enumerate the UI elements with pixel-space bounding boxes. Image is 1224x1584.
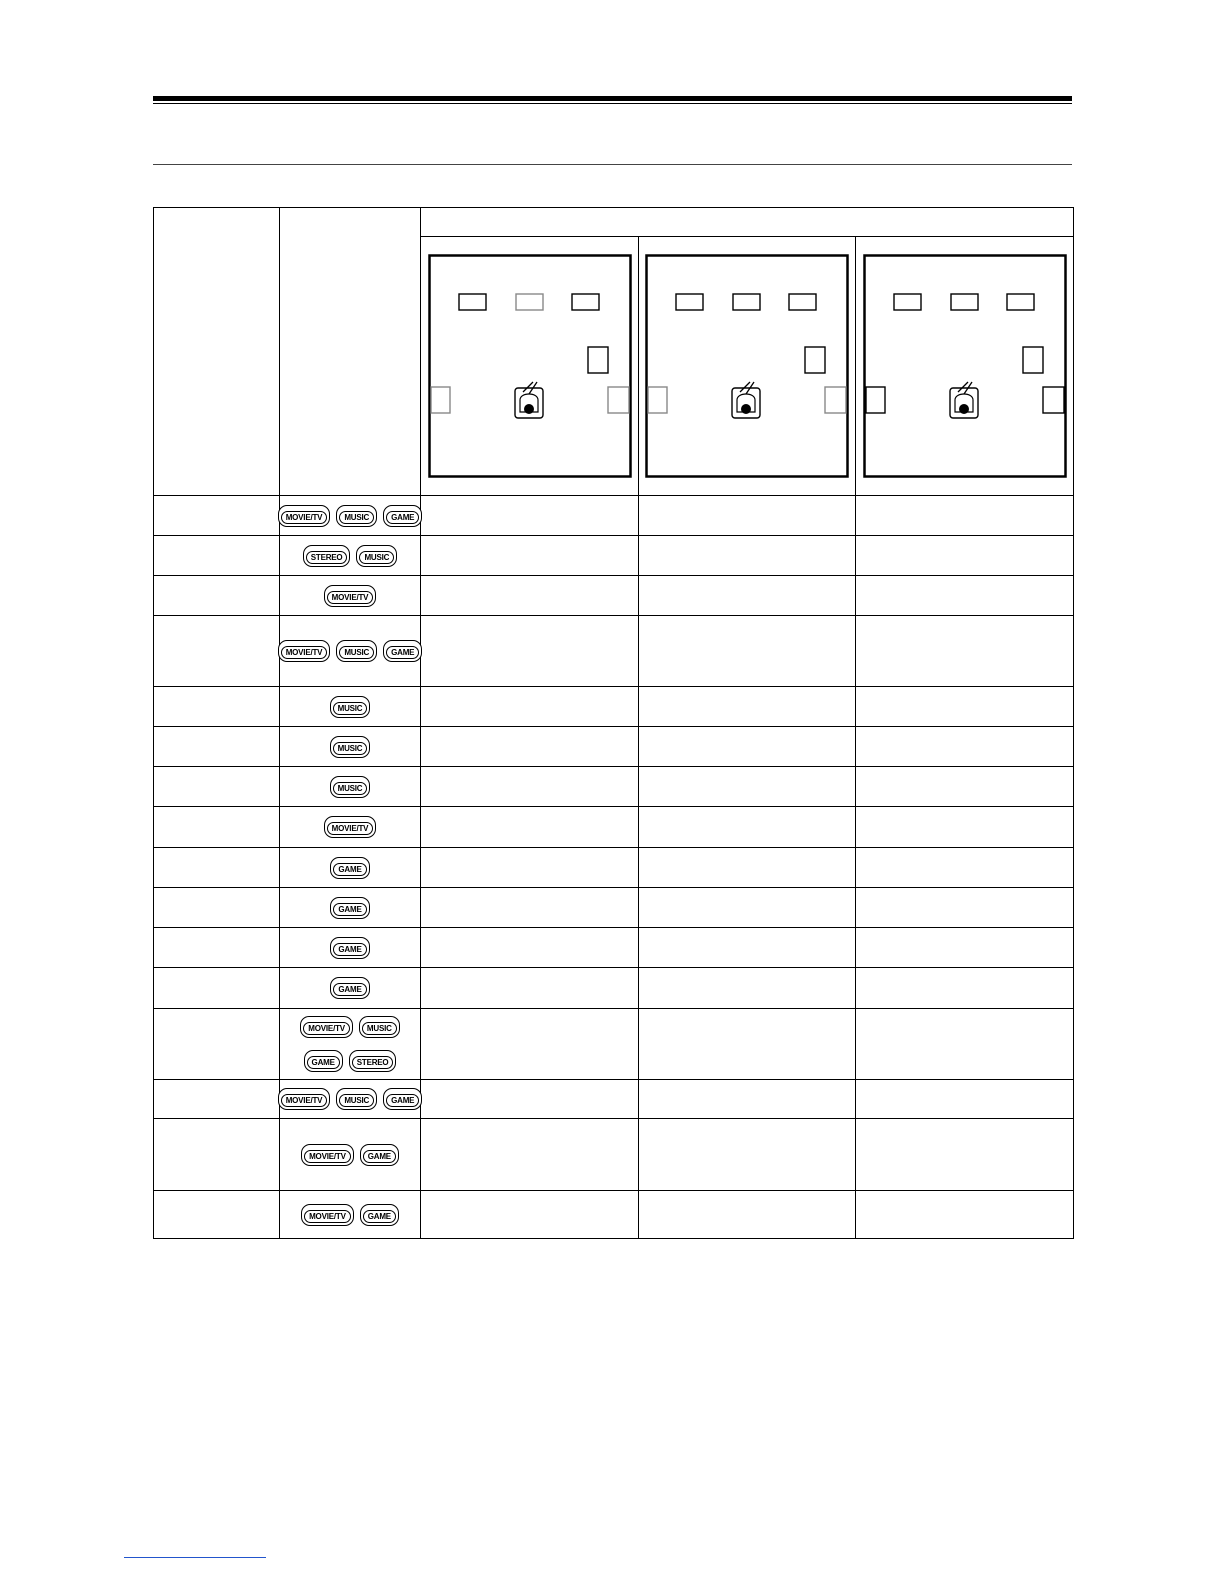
layout-availability-cell-3 bbox=[856, 807, 1074, 848]
music-button-icon bbox=[359, 1016, 400, 1038]
mode-name-cell bbox=[154, 727, 280, 767]
mode-name-cell bbox=[154, 767, 280, 807]
game-button-icon bbox=[330, 897, 369, 919]
layout-availability-cell-1 bbox=[421, 807, 639, 848]
mode-buttons-cell bbox=[280, 928, 421, 968]
front-right-speaker-icon bbox=[572, 294, 599, 310]
top-thin-rule bbox=[153, 103, 1072, 104]
button-label: GAME bbox=[386, 511, 419, 524]
layout-availability-cell-2 bbox=[639, 968, 856, 1009]
button-label: GAME bbox=[333, 903, 366, 916]
button-label: MOVIE/TV bbox=[281, 1094, 328, 1107]
button-label: MUSIC bbox=[339, 1094, 374, 1107]
layout-availability-cell-3 bbox=[856, 576, 1074, 616]
footer-rule bbox=[124, 1557, 266, 1558]
center-speaker-icon bbox=[516, 294, 543, 310]
music-button-icon bbox=[336, 1088, 377, 1110]
layout-availability-cell-3 bbox=[856, 1009, 1074, 1080]
surround-right-speaker-icon bbox=[1043, 387, 1064, 413]
table-row bbox=[154, 968, 1074, 1009]
table-row bbox=[154, 1080, 1074, 1119]
layout-availability-cell-2 bbox=[639, 727, 856, 767]
table-row bbox=[154, 536, 1074, 576]
mode-name-cell bbox=[154, 616, 280, 687]
listener-seat-icon bbox=[732, 382, 760, 418]
layout-availability-cell-2 bbox=[639, 1191, 856, 1239]
mode-buttons-cell bbox=[280, 496, 421, 536]
music-button-icon bbox=[356, 545, 397, 567]
front-right-speaker-icon bbox=[789, 294, 816, 310]
layout-availability-cell-3 bbox=[856, 1119, 1074, 1191]
layout-availability-cell-3 bbox=[856, 968, 1074, 1009]
layout-availability-cell-2 bbox=[639, 496, 856, 536]
table-row bbox=[154, 687, 1074, 727]
game-button-icon bbox=[360, 1144, 399, 1166]
section-divider bbox=[153, 164, 1072, 165]
layout-availability-cell-3 bbox=[856, 888, 1074, 928]
mode-name-cell bbox=[154, 576, 280, 616]
button-label: GAME bbox=[386, 646, 419, 659]
surround-right-speaker-icon bbox=[608, 387, 629, 413]
mode-name-cell bbox=[154, 687, 280, 727]
layout-availability-cell-2 bbox=[639, 1119, 856, 1191]
movie-tv-button-icon bbox=[301, 1204, 354, 1226]
mode-buttons-cell bbox=[280, 536, 421, 576]
button-label: STEREO bbox=[306, 551, 348, 564]
speaker-layout-diagram-3 bbox=[856, 237, 1074, 496]
mode-buttons-cell bbox=[280, 807, 421, 848]
table-row bbox=[154, 727, 1074, 767]
movie-tv-button-icon bbox=[324, 816, 377, 838]
music-button-icon bbox=[330, 736, 371, 758]
layout-availability-cell-1 bbox=[421, 928, 639, 968]
header-mode-cell bbox=[154, 208, 280, 496]
table-row bbox=[154, 1191, 1074, 1239]
music-button-icon bbox=[330, 696, 371, 718]
front-left-speaker-icon bbox=[459, 294, 486, 310]
game-button-icon bbox=[330, 937, 369, 959]
header-speaker-layout-cell bbox=[421, 208, 1074, 237]
room-diagram-2 bbox=[645, 254, 849, 478]
button-label: MOVIE/TV bbox=[304, 1210, 351, 1223]
mode-rows bbox=[154, 496, 1074, 1239]
mode-buttons-cell bbox=[280, 616, 421, 687]
table-row bbox=[154, 848, 1074, 888]
layout-availability-cell-1 bbox=[421, 767, 639, 807]
layout-availability-cell-2 bbox=[639, 1009, 856, 1080]
button-label: STEREO bbox=[352, 1056, 394, 1069]
subwoofer-icon bbox=[805, 347, 825, 373]
center-speaker-icon bbox=[733, 294, 760, 310]
layout-availability-cell-3 bbox=[856, 767, 1074, 807]
layout-availability-cell-2 bbox=[639, 687, 856, 727]
layout-availability-cell-3 bbox=[856, 1191, 1074, 1239]
layout-availability-cell-3 bbox=[856, 848, 1074, 888]
layout-availability-cell-1 bbox=[421, 536, 639, 576]
table-row bbox=[154, 616, 1074, 687]
mode-name-cell bbox=[154, 1009, 280, 1080]
mode-name-cell bbox=[154, 496, 280, 536]
mode-buttons-cell bbox=[280, 888, 421, 928]
layout-availability-cell-2 bbox=[639, 576, 856, 616]
movie-tv-button-icon bbox=[300, 1016, 353, 1038]
table-row bbox=[154, 928, 1074, 968]
table-row bbox=[154, 576, 1074, 616]
surround-left-speaker-icon bbox=[866, 387, 885, 413]
mode-buttons-cell bbox=[280, 727, 421, 767]
button-label: MUSIC bbox=[333, 782, 368, 795]
layout-availability-cell-3 bbox=[856, 687, 1074, 727]
mode-name-cell bbox=[154, 888, 280, 928]
button-label: MOVIE/TV bbox=[281, 511, 328, 524]
game-button-icon bbox=[304, 1050, 343, 1072]
button-label: MUSIC bbox=[359, 551, 394, 564]
subwoofer-icon bbox=[1023, 347, 1043, 373]
button-label: MOVIE/TV bbox=[303, 1022, 350, 1035]
center-speaker-icon bbox=[951, 294, 978, 310]
table-row bbox=[154, 1119, 1074, 1191]
table-row bbox=[154, 888, 1074, 928]
mode-buttons-cell bbox=[280, 1080, 421, 1119]
game-button-icon bbox=[360, 1204, 399, 1226]
movie-tv-button-icon bbox=[324, 585, 377, 607]
button-label: MUSIC bbox=[339, 511, 374, 524]
mode-name-cell bbox=[154, 536, 280, 576]
layout-availability-cell-2 bbox=[639, 767, 856, 807]
movie-tv-button-icon bbox=[278, 640, 331, 662]
mode-name-cell bbox=[154, 1119, 280, 1191]
mode-buttons-cell bbox=[280, 968, 421, 1009]
layout-availability-cell-2 bbox=[639, 928, 856, 968]
layout-availability-cell-1 bbox=[421, 687, 639, 727]
table-row bbox=[154, 807, 1074, 848]
front-right-speaker-icon bbox=[1007, 294, 1034, 310]
table-row bbox=[154, 496, 1074, 536]
subwoofer-icon bbox=[588, 347, 608, 373]
movie-tv-button-icon bbox=[278, 1088, 331, 1110]
game-button-icon bbox=[383, 640, 422, 662]
mode-name-cell bbox=[154, 1080, 280, 1119]
music-button-icon bbox=[336, 505, 377, 527]
button-label: MUSIC bbox=[339, 646, 374, 659]
music-button-icon bbox=[336, 640, 377, 662]
layout-availability-cell-1 bbox=[421, 848, 639, 888]
movie-tv-button-icon bbox=[301, 1144, 354, 1166]
speaker-layout-diagram-1 bbox=[421, 237, 639, 496]
button-label: MOVIE/TV bbox=[327, 591, 374, 604]
button-label: GAME bbox=[363, 1150, 396, 1163]
button-label: MUSIC bbox=[333, 702, 368, 715]
listener-seat-icon bbox=[950, 382, 978, 418]
speaker-layout-diagram-2 bbox=[639, 237, 856, 496]
layout-availability-cell-1 bbox=[421, 496, 639, 536]
button-label: GAME bbox=[333, 983, 366, 996]
movie-tv-button-icon bbox=[278, 505, 331, 527]
button-label: GAME bbox=[333, 863, 366, 876]
button-label: MOVIE/TV bbox=[304, 1150, 351, 1163]
button-label: MOVIE/TV bbox=[281, 646, 328, 659]
layout-availability-cell-2 bbox=[639, 888, 856, 928]
layout-availability-cell-2 bbox=[639, 1080, 856, 1119]
button-label: MOVIE/TV bbox=[327, 822, 374, 835]
button-label: MUSIC bbox=[333, 742, 368, 755]
mode-buttons-cell bbox=[280, 1191, 421, 1239]
layout-availability-cell-1 bbox=[421, 968, 639, 1009]
mode-buttons-cell bbox=[280, 687, 421, 727]
surround-right-speaker-icon bbox=[825, 387, 846, 413]
front-left-speaker-icon bbox=[894, 294, 921, 310]
mode-name-cell bbox=[154, 1191, 280, 1239]
header-button-cell bbox=[280, 208, 421, 496]
layout-availability-cell-2 bbox=[639, 616, 856, 687]
mode-buttons-cell bbox=[280, 848, 421, 888]
mode-name-cell bbox=[154, 968, 280, 1009]
stereo-button-icon bbox=[349, 1050, 397, 1072]
layout-availability-cell-1 bbox=[421, 1119, 639, 1191]
table-row bbox=[154, 767, 1074, 807]
game-button-icon bbox=[383, 1088, 422, 1110]
layout-availability-cell-1 bbox=[421, 1009, 639, 1080]
layout-availability-cell-3 bbox=[856, 616, 1074, 687]
layout-availability-cell-3 bbox=[856, 1080, 1074, 1119]
surround-left-speaker-icon bbox=[431, 387, 450, 413]
surround-left-speaker-icon bbox=[648, 387, 667, 413]
stereo-button-icon bbox=[303, 545, 351, 567]
layout-availability-cell-3 bbox=[856, 928, 1074, 968]
mode-buttons-cell bbox=[280, 576, 421, 616]
layout-availability-cell-2 bbox=[639, 536, 856, 576]
listening-mode-table bbox=[153, 207, 1074, 1239]
layout-availability-cell-1 bbox=[421, 888, 639, 928]
layout-availability-cell-1 bbox=[421, 1080, 639, 1119]
layout-availability-cell-1 bbox=[421, 576, 639, 616]
button-label: GAME bbox=[386, 1094, 419, 1107]
layout-availability-cell-3 bbox=[856, 536, 1074, 576]
button-label: MUSIC bbox=[362, 1022, 397, 1035]
table-row bbox=[154, 1009, 1074, 1080]
mode-buttons-cell bbox=[280, 767, 421, 807]
layout-availability-cell-3 bbox=[856, 727, 1074, 767]
game-button-icon bbox=[330, 857, 369, 879]
listener-seat-icon bbox=[515, 382, 543, 418]
mode-buttons-cell bbox=[280, 1009, 421, 1080]
mode-name-cell bbox=[154, 848, 280, 888]
button-label: GAME bbox=[363, 1210, 396, 1223]
mode-buttons-cell bbox=[280, 1119, 421, 1191]
mode-name-cell bbox=[154, 928, 280, 968]
music-button-icon bbox=[330, 776, 371, 798]
layout-availability-cell-2 bbox=[639, 848, 856, 888]
room-diagram-1 bbox=[428, 254, 632, 478]
front-left-speaker-icon bbox=[676, 294, 703, 310]
button-label: GAME bbox=[333, 943, 366, 956]
game-button-icon bbox=[383, 505, 422, 527]
mode-name-cell bbox=[154, 807, 280, 848]
layout-availability-cell-3 bbox=[856, 496, 1074, 536]
layout-availability-cell-1 bbox=[421, 1191, 639, 1239]
layout-availability-cell-1 bbox=[421, 727, 639, 767]
layout-availability-cell-2 bbox=[639, 807, 856, 848]
top-thick-rule bbox=[153, 96, 1072, 101]
game-button-icon bbox=[330, 977, 369, 999]
layout-availability-cell-1 bbox=[421, 616, 639, 687]
room-diagram-3 bbox=[863, 254, 1067, 478]
button-label: GAME bbox=[307, 1056, 340, 1069]
table-header-row bbox=[154, 208, 1074, 237]
